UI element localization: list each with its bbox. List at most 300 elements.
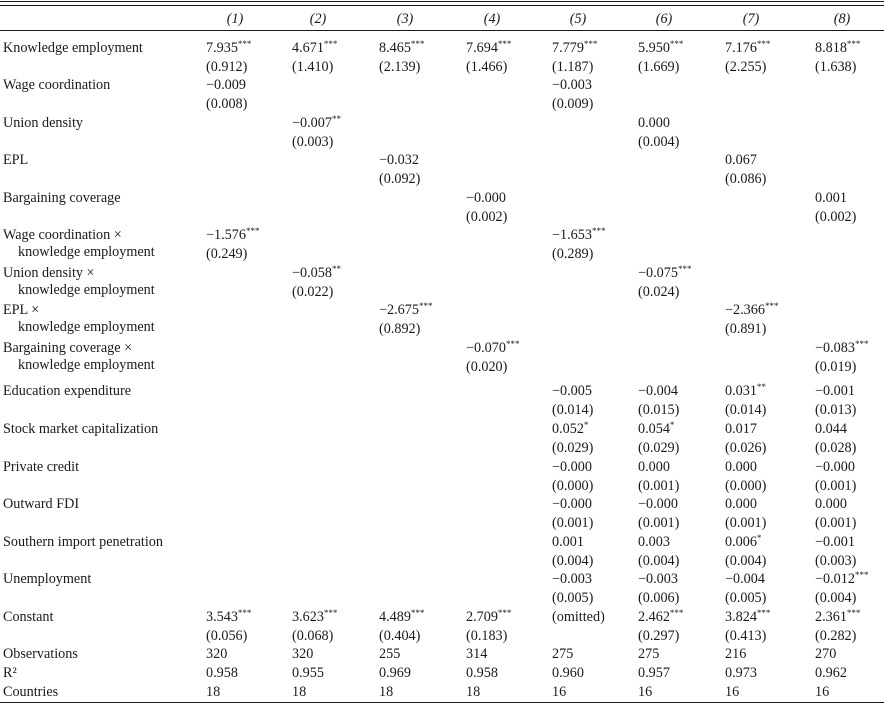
coefficient-cell xyxy=(725,421,757,438)
coefficient-cell xyxy=(638,265,691,282)
coefficient-cell xyxy=(552,646,573,663)
row-label-line: Stock market capitalization xyxy=(3,421,159,437)
cell-value: 275 xyxy=(638,646,660,662)
cell-value: 2.361 xyxy=(815,609,847,625)
cell-value: 16 xyxy=(638,684,653,700)
coefficient-cell xyxy=(552,496,592,513)
cell-value: (0.404) xyxy=(379,628,421,644)
significance-stars: *** xyxy=(756,608,771,618)
standard-error-cell xyxy=(725,515,766,532)
cell-value: (0.005) xyxy=(725,590,767,606)
significance-stars: *** xyxy=(418,301,433,311)
coefficient-cell xyxy=(292,40,337,57)
cell-value: −0.007 xyxy=(292,115,332,131)
coefficient-cell xyxy=(552,383,592,400)
cell-value: 2.462 xyxy=(638,609,670,625)
coefficient-cell xyxy=(292,609,337,626)
cell-value: 3.623 xyxy=(292,609,324,625)
row-label xyxy=(3,152,28,169)
cell-value: 0.001 xyxy=(815,190,847,206)
standard-error-cell xyxy=(292,284,333,301)
coefficient-cell xyxy=(725,383,766,400)
cell-value: 0.960 xyxy=(552,665,584,681)
standard-error-cell xyxy=(638,402,679,419)
cell-value: −0.000 xyxy=(815,459,855,475)
cell-value: (0.000) xyxy=(725,478,767,494)
cell-value: 7.779 xyxy=(552,40,584,56)
row-label-line: knowledge employment xyxy=(18,282,155,298)
row-label-line: knowledge employment xyxy=(18,357,155,373)
significance-stars: * xyxy=(669,420,675,430)
cell-value: (0.006) xyxy=(638,590,680,606)
coefficient-cell xyxy=(206,646,227,663)
standard-error-cell xyxy=(815,359,856,376)
cell-value: 0.000 xyxy=(725,496,757,512)
coefficient-cell xyxy=(638,665,670,682)
row-label xyxy=(3,190,121,207)
coefficient-cell xyxy=(638,646,659,663)
standard-error-cell xyxy=(815,59,856,76)
row-label-line: Knowledge employment xyxy=(3,40,143,56)
coefficient-cell xyxy=(292,646,313,663)
cell-value: −0.009 xyxy=(206,77,246,93)
coefficient-cell xyxy=(815,459,855,476)
standard-error-cell xyxy=(638,515,679,532)
cell-value: 0.052 xyxy=(552,421,584,437)
cell-value: 18 xyxy=(206,684,221,700)
column-header: (8) xyxy=(833,11,851,27)
cell-value: (0.297) xyxy=(638,628,680,644)
cell-value: (0.013) xyxy=(815,402,857,418)
row-label xyxy=(3,571,91,588)
cell-value: −0.005 xyxy=(552,383,592,399)
coefficient-cell xyxy=(466,665,498,682)
coefficient-cell xyxy=(206,609,251,626)
standard-error-cell xyxy=(815,209,856,226)
cell-value: 0.973 xyxy=(725,665,757,681)
column-header: (2) xyxy=(309,11,327,27)
row-label-line: EPL × xyxy=(3,302,40,318)
row-label xyxy=(3,77,110,94)
significance-stars: *** xyxy=(669,39,684,49)
cell-value: 320 xyxy=(206,646,228,662)
cell-value: (0.014) xyxy=(552,402,594,418)
cell-value: 3.824 xyxy=(725,609,757,625)
cell-value: 4.489 xyxy=(379,609,411,625)
cell-value: −0.001 xyxy=(815,383,855,399)
standard-error-cell xyxy=(466,209,507,226)
row-label-line: EPL xyxy=(3,152,29,168)
cell-value: 320 xyxy=(292,646,314,662)
cell-value: 0.003 xyxy=(638,534,670,550)
standard-error-cell xyxy=(815,553,856,570)
cell-value: 8.465 xyxy=(379,40,411,56)
significance-stars: *** xyxy=(854,570,869,580)
coefficient-cell xyxy=(379,152,419,169)
row-label xyxy=(3,340,155,374)
coefficient-cell xyxy=(466,190,506,207)
cell-value: (0.019) xyxy=(815,359,857,375)
cell-value: (0.001) xyxy=(815,515,857,531)
standard-error-cell xyxy=(552,515,593,532)
standard-error-cell xyxy=(815,478,856,495)
standard-error-cell xyxy=(815,515,856,532)
coefficient-cell xyxy=(552,227,605,244)
cell-value: (0.892) xyxy=(379,321,421,337)
standard-error-cell xyxy=(815,590,856,607)
cell-value: (0.000) xyxy=(552,478,594,494)
cell-value: (omitted) xyxy=(552,609,605,625)
standard-error-cell xyxy=(725,478,766,495)
cell-value: (2.255) xyxy=(725,59,767,75)
cell-value: (2.139) xyxy=(379,59,421,75)
cell-value: 0.067 xyxy=(725,152,757,168)
row-label xyxy=(3,227,155,261)
cell-value: (0.068) xyxy=(292,628,334,644)
coefficient-cell xyxy=(206,77,246,94)
column-header: (6) xyxy=(655,11,673,27)
column-header: (4) xyxy=(483,11,501,27)
cell-value: (0.004) xyxy=(638,553,680,569)
coefficient-cell xyxy=(552,459,592,476)
standard-error-cell xyxy=(552,553,593,570)
coefficient-cell xyxy=(815,383,855,400)
coefficient-cell xyxy=(638,115,670,132)
header-rule xyxy=(0,30,884,31)
coefficient-cell xyxy=(725,534,761,551)
row-label xyxy=(3,115,83,132)
standard-error-cell xyxy=(725,628,766,645)
cell-value: −1.653 xyxy=(552,227,592,243)
cell-value: (0.028) xyxy=(815,440,857,456)
cell-value: −0.000 xyxy=(638,496,678,512)
row-label-line: Bargaining coverage xyxy=(3,190,121,206)
coefficient-cell xyxy=(552,77,592,94)
cell-value: 7.694 xyxy=(466,40,498,56)
standard-error-cell xyxy=(725,59,766,76)
row-label-line: Wage coordination × xyxy=(3,227,122,243)
coefficient-cell xyxy=(379,684,393,701)
coefficient-cell xyxy=(552,534,584,551)
standard-error-cell xyxy=(206,96,247,113)
coefficient-cell xyxy=(815,609,860,626)
significance-stars: *** xyxy=(756,39,771,49)
coefficient-cell xyxy=(725,646,746,663)
significance-stars: *** xyxy=(591,226,606,236)
cell-value: (0.003) xyxy=(815,553,857,569)
significance-stars: *** xyxy=(669,608,684,618)
row-label xyxy=(3,421,158,438)
cell-value: 16 xyxy=(815,684,830,700)
coefficient-cell xyxy=(725,459,757,476)
coefficient-cell xyxy=(638,534,670,551)
cell-value: −0.003 xyxy=(552,571,592,587)
cell-value: −0.070 xyxy=(466,340,506,356)
standard-error-cell xyxy=(379,321,420,338)
cell-value: 0.000 xyxy=(725,459,757,475)
cell-value: (0.289) xyxy=(552,246,594,262)
cell-value: (0.029) xyxy=(638,440,680,456)
standard-error-cell xyxy=(815,440,856,457)
column-header: (1) xyxy=(226,11,244,27)
coefficient-cell xyxy=(638,496,678,513)
column-header: (5) xyxy=(569,11,587,27)
column-header: (7) xyxy=(742,11,760,27)
cell-value: 7.176 xyxy=(725,40,757,56)
coefficient-cell xyxy=(725,302,778,319)
coefficient-cell xyxy=(815,646,836,663)
row-label xyxy=(3,383,131,400)
cell-value: −0.004 xyxy=(725,571,765,587)
cell-value: (0.001) xyxy=(552,515,594,531)
cell-value: (0.004) xyxy=(725,553,767,569)
standard-error-cell xyxy=(725,553,766,570)
standard-error-cell xyxy=(725,171,766,188)
coefficient-cell xyxy=(466,684,480,701)
coefficient-cell xyxy=(379,646,400,663)
cell-value: (1.638) xyxy=(815,59,857,75)
standard-error-cell xyxy=(552,246,593,263)
standard-error-cell xyxy=(725,440,766,457)
standard-error-cell xyxy=(638,478,679,495)
coefficient-cell xyxy=(379,302,432,319)
row-label-line: Union density xyxy=(3,115,83,131)
cell-value: 16 xyxy=(552,684,567,700)
cell-value: (1.410) xyxy=(292,59,334,75)
coefficient-cell xyxy=(292,265,341,282)
cell-value: −0.000 xyxy=(552,496,592,512)
cell-value: (0.249) xyxy=(206,246,248,262)
coefficient-cell xyxy=(815,684,829,701)
cell-value: (0.282) xyxy=(815,628,857,644)
row-label xyxy=(3,40,143,57)
cell-value: (0.056) xyxy=(206,628,248,644)
coefficient-cell xyxy=(725,571,765,588)
cell-value: 0.054 xyxy=(638,421,670,437)
coefficient-cell xyxy=(552,684,566,701)
cell-value: (0.183) xyxy=(466,628,508,644)
cell-value: 0.006 xyxy=(725,534,757,550)
standard-error-cell xyxy=(725,402,766,419)
row-label-line: Private credit xyxy=(3,459,80,475)
cell-value: (0.015) xyxy=(638,402,680,418)
significance-stars: *** xyxy=(410,608,425,618)
standard-error-cell xyxy=(379,628,420,645)
standard-error-cell xyxy=(638,440,679,457)
cell-value: −0.075 xyxy=(638,265,678,281)
cell-value: (1.187) xyxy=(552,59,594,75)
significance-stars: * xyxy=(583,420,589,430)
significance-stars: *** xyxy=(245,226,260,236)
standard-error-cell xyxy=(638,284,679,301)
coefficient-cell xyxy=(815,534,855,551)
row-label xyxy=(3,265,155,299)
coefficient-cell xyxy=(725,609,770,626)
row-label xyxy=(3,459,79,476)
significance-stars: *** xyxy=(323,39,338,49)
row-label-line: Outward FDI xyxy=(3,496,80,512)
cell-value: 5.950 xyxy=(638,40,670,56)
coefficient-cell xyxy=(206,40,251,57)
standard-error-cell xyxy=(466,628,507,645)
cell-value: (0.005) xyxy=(552,590,594,606)
top-rule xyxy=(0,1,884,2)
coefficient-cell xyxy=(466,646,487,663)
cell-value: 314 xyxy=(466,646,488,662)
cell-value: (0.004) xyxy=(638,134,680,150)
cell-value: −1.576 xyxy=(206,227,246,243)
cell-value: 0.969 xyxy=(379,665,411,681)
significance-stars: *** xyxy=(497,608,512,618)
standard-error-cell xyxy=(292,134,333,151)
standard-error-cell xyxy=(379,59,420,76)
row-label-line: Wage coordination xyxy=(3,77,111,93)
coefficient-cell xyxy=(638,684,652,701)
coefficient-cell xyxy=(815,340,868,357)
cell-value: (0.092) xyxy=(379,171,421,187)
coefficient-cell xyxy=(206,684,220,701)
cell-value: 0.000 xyxy=(815,496,847,512)
row-label-line: Union density × xyxy=(3,265,95,281)
cell-value: −0.058 xyxy=(292,265,332,281)
cell-value: (0.003) xyxy=(292,134,334,150)
coefficient-cell xyxy=(815,421,847,438)
row-label-line: knowledge employment xyxy=(18,319,155,335)
significance-stars: *** xyxy=(237,608,252,618)
cell-value: 18 xyxy=(466,684,481,700)
coefficient-cell xyxy=(466,40,511,57)
coefficient-cell xyxy=(552,609,605,626)
cell-value: (0.024) xyxy=(638,284,680,300)
cell-value: (0.022) xyxy=(292,284,334,300)
cell-value: (0.001) xyxy=(638,478,680,494)
coefficient-cell xyxy=(638,571,678,588)
cell-value: 4.671 xyxy=(292,40,324,56)
top-rule-inner xyxy=(0,5,884,6)
cell-value: 0.017 xyxy=(725,421,757,437)
cell-value: 270 xyxy=(815,646,837,662)
cell-value: 7.935 xyxy=(206,40,238,56)
standard-error-cell xyxy=(638,553,679,570)
significance-stars: *** xyxy=(764,301,779,311)
coefficient-cell xyxy=(815,496,847,513)
cell-value: 255 xyxy=(379,646,401,662)
cell-value: (0.002) xyxy=(466,209,508,225)
cell-value: 2.709 xyxy=(466,609,498,625)
row-label xyxy=(3,646,78,663)
significance-stars: *** xyxy=(846,608,861,618)
significance-stars: * xyxy=(756,533,762,543)
cell-value: 8.818 xyxy=(815,40,847,56)
standard-error-cell xyxy=(552,590,593,607)
coefficient-cell xyxy=(379,665,411,682)
cell-value: (0.002) xyxy=(815,209,857,225)
cell-value: (0.413) xyxy=(725,628,767,644)
coefficient-cell xyxy=(292,665,324,682)
cell-value: −0.012 xyxy=(815,571,855,587)
cell-value: 0.001 xyxy=(552,534,584,550)
significance-stars: *** xyxy=(323,608,338,618)
standard-error-cell xyxy=(379,171,420,188)
cell-value: 0.044 xyxy=(815,421,847,437)
row-label xyxy=(3,665,17,682)
coefficient-cell xyxy=(725,665,757,682)
cell-value: (0.020) xyxy=(466,359,508,375)
row-label xyxy=(3,302,155,336)
significance-stars: *** xyxy=(854,339,869,349)
standard-error-cell xyxy=(725,590,766,607)
standard-error-cell xyxy=(292,59,333,76)
cell-value: 0.000 xyxy=(638,115,670,131)
coefficient-cell xyxy=(466,609,511,626)
standard-error-cell xyxy=(552,59,593,76)
row-label-line: Southern import penetration xyxy=(3,534,163,550)
coefficient-cell xyxy=(638,459,670,476)
row-label xyxy=(3,496,79,513)
significance-stars: *** xyxy=(677,264,692,274)
standard-error-cell xyxy=(815,628,856,645)
cell-value: −2.675 xyxy=(379,302,419,318)
column-header: (3) xyxy=(396,11,414,27)
standard-error-cell xyxy=(552,402,593,419)
coefficient-cell xyxy=(815,40,860,57)
standard-error-cell xyxy=(815,402,856,419)
coefficient-cell xyxy=(638,609,683,626)
row-label-line: Education expenditure xyxy=(3,383,132,399)
cell-value: (0.004) xyxy=(815,590,857,606)
significance-stars: *** xyxy=(505,339,520,349)
coefficient-cell xyxy=(466,340,519,357)
cell-value: 18 xyxy=(379,684,394,700)
row-label-line: knowledge employment xyxy=(18,244,155,260)
cell-value: (0.004) xyxy=(552,553,594,569)
standard-error-cell xyxy=(638,59,679,76)
cell-value: (0.086) xyxy=(725,171,767,187)
cell-value: −0.000 xyxy=(466,190,506,206)
standard-error-cell xyxy=(206,246,247,263)
coefficient-cell xyxy=(638,421,674,438)
significance-stars: *** xyxy=(410,39,425,49)
row-label-line: Unemployment xyxy=(3,571,92,587)
coefficient-cell xyxy=(552,665,584,682)
coefficient-cell xyxy=(552,421,588,438)
cell-value: 18 xyxy=(292,684,307,700)
cell-value: 0.958 xyxy=(206,665,238,681)
coefficient-cell xyxy=(292,684,306,701)
row-label-line: R² xyxy=(3,665,17,681)
cell-value: (0.026) xyxy=(725,440,767,456)
cell-value: −0.000 xyxy=(552,459,592,475)
standard-error-cell xyxy=(206,59,247,76)
row-label-line: Observations xyxy=(3,646,78,662)
coefficient-cell xyxy=(725,152,757,169)
standard-error-cell xyxy=(206,628,247,645)
bottom-rule xyxy=(0,702,884,703)
coefficient-cell xyxy=(815,190,847,207)
coefficient-cell xyxy=(552,40,597,57)
cell-value: −2.366 xyxy=(725,302,765,318)
cell-value: −0.003 xyxy=(638,571,678,587)
coefficient-cell xyxy=(725,684,739,701)
cell-value: 216 xyxy=(725,646,747,662)
significance-stars: *** xyxy=(846,39,861,49)
coefficient-cell xyxy=(379,609,424,626)
standard-error-cell xyxy=(638,134,679,151)
cell-value: 0.957 xyxy=(638,665,670,681)
standard-error-cell xyxy=(552,440,593,457)
standard-error-cell xyxy=(292,628,333,645)
coefficient-cell xyxy=(552,571,592,588)
